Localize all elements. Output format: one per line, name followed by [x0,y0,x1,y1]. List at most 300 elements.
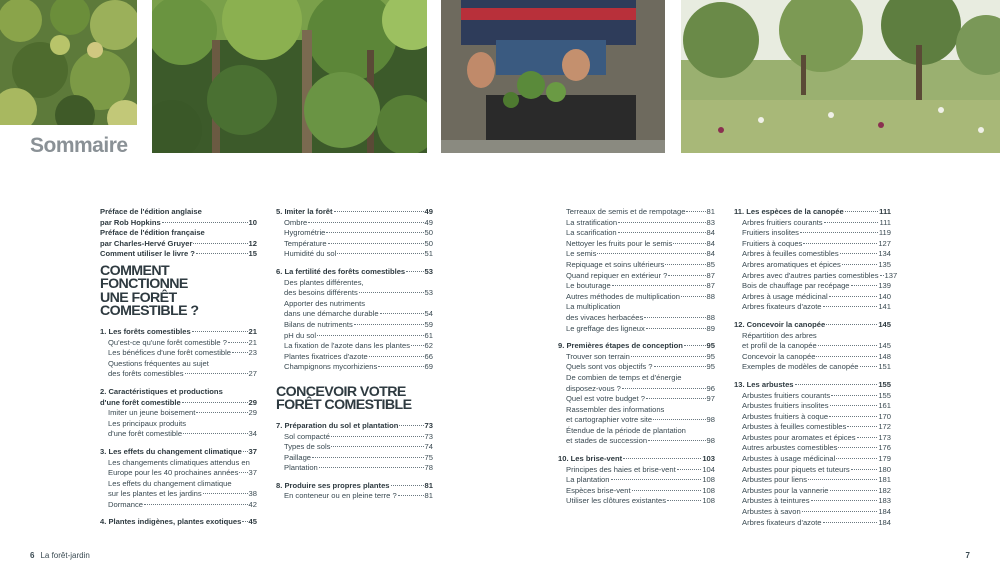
toc-entry-title: La stratification [566,217,618,227]
toc-page-number: 50 [424,238,433,248]
toc-entries [100,327,257,528]
toc-page-number: 95 [706,351,715,361]
toc-chapter-entry [100,239,257,250]
dot-leader [631,356,706,357]
toc-part-heading-1 [100,262,257,320]
toc-entry-title: et cartographier votre site [566,415,653,425]
toc-entry-line: Les principaux produits [108,418,187,428]
toc-entry-line: De combien de temps et d'énergie [566,372,682,382]
toc-spacer [100,380,257,387]
toc-entry [734,465,891,476]
toc-page-number: 62 [424,341,433,351]
toc-entry-title: disposez-vous ? [566,383,621,393]
toc-column-2 [276,207,433,502]
toc-page-number: 37 [248,468,257,478]
toc-entry-title: 13. Les arbustes [734,379,794,389]
toc-page-number: 108 [702,485,715,495]
toc-entry-title: Arbustes fruitiers courants [742,390,831,400]
toc-page-number: 155 [878,390,891,400]
toc-entry-title: 11. Les espèces de la canopée [734,207,844,216]
dot-leader [326,232,423,233]
dot-leader [684,345,706,346]
toc-entries [558,207,715,507]
dot-leader [331,436,424,437]
toc-page-number: 111 [879,207,891,216]
dot-leader [312,457,424,458]
dot-leader [182,402,248,403]
toc-page-number: 21 [248,326,257,336]
toc-page-number: 81 [706,207,715,216]
toc-page-number: 111 [879,217,891,227]
toc-page-number: 89 [706,323,715,333]
toc-page-number: 95 [706,341,715,351]
toc-entry [558,496,715,507]
toc-page-number: 59 [424,319,433,329]
dot-leader [826,324,877,325]
toc-entry [276,218,433,229]
dot-leader [836,458,877,459]
photo-garden-foliage [0,0,137,125]
toc-entry-title: Espèces brise-vent [566,485,631,495]
part-heading-line: UNE FORÊT COMESTIBLE ? [100,289,199,320]
dot-leader [830,490,878,491]
toc-entry-title: Arbres fixateurs d'azote [742,302,822,312]
toc-page-number: 83 [706,217,715,227]
toc-chapter-entry [734,320,891,331]
toc-entry [734,249,891,260]
toc-entry-line: Les effets du changement climatique [108,478,232,488]
toc-page-number: 85 [706,259,715,269]
toc-entry [558,362,715,373]
toc-page-number: 148 [878,351,891,361]
toc-entry [276,453,433,464]
toc-entry [734,454,891,465]
toc-entry [276,239,433,250]
toc-page-number: 66 [424,351,433,361]
dot-leader [847,426,877,427]
toc-entry [734,518,891,529]
toc-entry [276,331,433,342]
dot-leader [359,292,424,293]
toc-entry [734,260,891,271]
dot-leader [337,253,423,254]
toc-entry-title: 3. Les effets du changement climatique [100,446,242,456]
dot-leader [654,366,706,367]
toc-page-number: 87 [706,270,715,280]
toc-entry-title: Fruitiers insolites [742,228,799,238]
toc-entry [734,412,891,423]
toc-entry [100,408,257,419]
toc-page-number: 27 [248,369,257,379]
dot-leader [328,243,424,244]
toc-page-number: 98 [706,415,715,425]
toc-page-number: 69 [424,362,433,372]
toc-entry-line: Étendue de la période de plantation [566,425,686,435]
photo-orchard-meadow [681,0,1000,153]
toc-chapter-entry [558,341,715,352]
dot-leader [646,398,706,399]
dot-leader [203,493,248,494]
toc-entry [734,292,891,303]
toc-entry-title: La fixation de l'azote dans les plantes [284,341,410,351]
toc-page-number: 73 [424,431,433,441]
toc-chapter-entry [276,207,433,218]
toc-entry-title: 8. Produire ses propres plantes [276,480,390,490]
dot-leader [331,446,423,447]
toc-entry-title: des forêts comestibles [108,369,184,379]
toc-entry [734,401,891,412]
toc-entry [558,394,715,405]
dot-leader [668,275,705,276]
toc-page-number: 95 [706,362,715,372]
toc-entry-title: sur les plantes et les jardins [108,489,202,499]
toc-entry-line: La multiplication [566,302,621,312]
toc-entry [558,207,715,218]
dot-leader [239,472,247,473]
toc-chapter-entry [558,454,715,465]
dot-leader [196,412,247,413]
toc-entry-title: dans une démarche durable [284,309,379,319]
toc-entry-title: Arbustes à savon [742,507,801,517]
dot-leader [618,232,706,233]
toc-page-number: 137 [884,270,898,280]
toc-chapter-entry [276,481,433,492]
dot-leader [818,345,878,346]
toc-entry [276,352,433,363]
toc-page-number: 88 [706,312,715,322]
toc-entry [558,475,715,486]
toc-entry-line: Apporter des nutriments [284,298,366,308]
toc-entry-title: La plantation [566,475,610,485]
dot-leader [644,317,705,318]
dot-leader [802,511,878,512]
dot-leader [795,384,878,385]
toc-column-3 [558,207,715,507]
dot-leader [823,306,878,307]
toc-page-number: 74 [424,442,433,452]
toc-entry-title: par Charles-Hervé Gruyer [100,238,193,248]
toc-page-number: 15 [248,249,257,259]
toc-entry-title: Arbres à usage médicinal [742,291,828,301]
toc-entry-title: La scarification [566,228,617,238]
toc-entry [558,239,715,250]
toc-entry-title: Arbustes fruitiers insolites [742,401,829,411]
toc-entry [558,281,715,292]
toc-entry [734,475,891,486]
toc-page-number: 184 [878,517,891,527]
toc-page-number: 96 [706,383,715,393]
dot-leader [183,433,247,434]
toc-entry [276,491,433,502]
toc-entry [558,260,715,271]
toc-entry [558,486,715,497]
book-title: La forêt-jardin [40,551,90,560]
toc-page-number: 161 [878,401,891,411]
toc-entry [734,302,891,313]
toc-page-number: 37 [248,446,257,456]
dot-leader [144,504,248,505]
part-heading-line: FORÊT COMESTIBLE [276,397,412,414]
toc-page-number: 73 [424,420,433,430]
toc-page-number: 54 [424,309,433,319]
toc-entry-title: Arbres aromatiques et épices [742,259,841,269]
toc-entry-title: Arbres à feuilles comestibles [742,249,839,259]
toc-entry-title: Arbustes pour liens [742,475,808,485]
toc-entry [100,369,257,380]
dot-leader [648,440,705,441]
toc-entry-title: Sol compacté [284,431,331,441]
dot-leader [811,500,878,501]
dot-leader [378,366,423,367]
toc-entry [276,341,433,352]
dot-leader [681,296,706,297]
dot-leader [597,253,705,254]
toc-entry [734,496,891,507]
dot-leader [623,458,701,459]
toc-entry-title: Repiquage et soins ultérieurs [566,259,665,269]
toc-entry [276,309,433,320]
dot-leader [686,211,705,212]
toc-page-number: 135 [878,259,891,269]
dot-leader [622,388,706,389]
toc-entry-title: et stades de succession [566,436,648,446]
dot-leader [185,373,248,374]
toc-entry [276,228,433,239]
dot-leader [399,425,423,426]
toc-page-number: 29 [248,397,257,407]
toc-page-number: 183 [878,496,891,506]
toc-entry-title: Température [284,238,327,248]
toc-page-number: 140 [878,291,891,301]
dot-leader [618,222,705,223]
toc-column-1 [100,207,257,528]
dot-leader [831,395,877,396]
toc-page-number: 88 [706,291,715,301]
toc-entry-title: Autres méthodes de multiplication [566,291,680,301]
toc-page-number: 50 [424,228,433,238]
toc-entry [276,463,433,474]
toc-part-heading-2 [276,383,433,414]
toc-entry [276,362,433,373]
toc-chapter-entry [100,398,257,409]
toc-entry [734,443,891,454]
toc-page-number: 104 [702,464,715,474]
toc-page-number: 75 [424,452,433,462]
toc-page-number: 145 [878,341,891,351]
toc-entry-title: Imiter un jeune boisement [108,408,196,418]
toc-page-number: 38 [248,489,257,499]
dot-leader [677,469,702,470]
dot-leader [808,479,877,480]
toc-entry-title: Terreaux de semis et de rempotage [566,207,686,216]
toc-page-number: 179 [878,454,891,464]
toc-entry [558,249,715,260]
dot-leader [829,296,878,297]
toc-entry [558,415,715,426]
toc-entry-title: d'une forêt comestible [108,429,183,439]
toc-page-number: 173 [878,432,891,442]
toc-entry-title: 6. La fertilité des forêts comestibles [276,266,406,276]
toc-spacer [276,474,433,481]
toc-entry [558,313,715,324]
toc-entry-title: Plantes fixatrices d'azote [284,351,368,361]
toc-chapter-entry [734,207,891,218]
toc-page-number: 29 [248,408,257,418]
dot-leader [653,419,705,420]
toc-entry-title: Plantation [284,463,318,473]
toc-entry [734,433,891,444]
toc-entry-title: Qu'est-ce qu'une forêt comestible ? [108,337,227,347]
toc-entry [276,432,433,443]
dot-leader [632,490,702,491]
toc-page-number: 108 [702,496,715,506]
toc-page-number: 141 [878,302,891,312]
toc-chapter-entry [100,218,257,229]
page-number: 6 [30,551,35,560]
toc-entry-title: Arbustes pour piquets et tuteurs [742,464,850,474]
dot-leader [319,467,424,468]
toc-page-number: 81 [424,480,433,490]
toc-entry-title: Arbustes à teintures [742,496,810,506]
toc-entry-title: Arbustes à feuilles comestibles [742,422,847,432]
toc-chapter-entry [100,249,257,260]
dot-leader [803,243,877,244]
toc-entry [100,468,257,479]
toc-entry-title: 1. Les forêts comestibles [100,326,191,336]
part-heading-line: COMMENT FONCTIONNE [100,262,188,293]
toc-page-number: 170 [878,411,891,421]
toc-page-number: 182 [878,485,891,495]
dot-leader [667,500,701,501]
toc-page-number: 172 [878,422,891,432]
toc-entry [734,507,891,518]
dot-leader [851,285,878,286]
toc-page-number: 119 [878,228,891,238]
toc-page-number: 34 [248,429,257,439]
toc-entry [558,292,715,303]
footer-left [30,551,90,560]
toc-entry-line: Les changements climatiques attendus en [108,457,250,467]
page-number: 7 [965,551,970,560]
toc-page-number: 145 [878,319,891,329]
toc-entry [276,320,433,331]
toc-entry-line: 2. Caractéristiques et productions [100,386,223,396]
toc-entry-title: Arbres fruitiers courants [742,217,823,227]
toc-entry [734,341,891,352]
toc-entry [276,288,433,299]
toc-entry-title: Trouver son terrain [566,351,630,361]
toc-page-number: 10 [248,217,257,227]
toc-page-number: 21 [248,337,257,347]
toc-entry [100,429,257,440]
toc-entry-line: Préface de l'édition française [100,228,205,238]
toc-entry-title: Types de sols [284,442,331,452]
toc-entry-title: par Rob Hopkins [100,217,161,227]
toc-page-number: 98 [706,436,715,446]
toc-entry-title: Quand repiquer en extérieur ? [566,270,668,280]
toc-entry [558,436,715,447]
toc-entry-title: 10. Les brise-vent [558,454,623,464]
toc-page-number: 53 [424,266,433,276]
dot-leader [823,522,878,523]
toc-page-number: 12 [248,238,257,248]
toc-page-number: 103 [702,454,715,464]
toc-entry [734,422,891,433]
toc-entry-title: Utiliser les clôtures existantes [566,496,667,506]
toc-entry-title: Dormance [108,499,144,509]
toc-entry-line: Questions fréquentes au sujet [108,358,209,368]
toc-entry-line: Répartition des arbres [742,330,817,340]
dot-leader [646,328,706,329]
toc-page-number: 84 [706,238,715,248]
toc-entry-title: 4. Plantes indigènes, plantes exotiques [100,517,242,527]
toc-page-number: 97 [706,394,715,404]
toc-page-number: 61 [424,330,433,340]
dot-leader [317,335,423,336]
toc-entry-title: Bilans de nutriments [284,319,353,329]
dot-leader [830,405,878,406]
toc-spacer [276,260,433,267]
toc-entry [558,384,715,395]
toc-page-number: 81 [424,491,433,501]
toc-entry-title: Arbustes pour aromates et épices [742,432,856,442]
toc-chapter-entry [100,327,257,338]
toc-entry [734,362,891,373]
toc-page-number: 84 [706,249,715,259]
toc-entry [100,348,257,359]
toc-page-number: 139 [878,281,891,291]
toc-entry-title: Exemples de modèles de canopée [742,362,859,372]
dot-leader [880,275,884,276]
dot-leader [369,356,424,357]
toc-entry-title: En conteneur ou en pleine terre ? [284,491,397,501]
toc-entry-line: Préface de l'édition anglaise [100,207,202,216]
toc-chapter-entry [276,267,433,278]
photo-forest-trees [152,0,427,153]
toc-entry [100,338,257,349]
toc-entry-title: Concevoir la canopée [742,351,816,361]
toc-entry-title: Autres arbustes comestibles [742,443,838,453]
toc-column-4 [734,207,898,528]
toc-entry-title: pH du sol [284,330,317,340]
toc-entry-title: Arbres fixateurs d'azote [742,517,822,527]
toc-entry [734,270,898,282]
toc-entry-title: 5. Imiter la forêt [276,207,333,216]
toc-entries [276,207,433,373]
dot-leader [196,253,248,254]
toc-chapter-entry [276,421,433,432]
dot-leader [398,495,424,496]
dot-leader [611,479,702,480]
dot-leader [406,271,423,272]
toc-entry [558,324,715,335]
dot-leader [851,469,878,470]
dot-leader [840,253,878,254]
toc-entry-title: Le greffage des ligneux [566,323,645,333]
toc-entry-title: Arbres avec d'autres parties comestibles [742,270,879,280]
toc-page-number: 45 [248,517,257,527]
toc-entry [734,281,891,292]
toc-entry-title: Hygrométrie [284,228,326,238]
toc-entry [734,228,891,239]
part-heading-line: CONCEVOIR VOTRE [276,383,406,400]
toc-entry [276,442,433,453]
toc-entry-title: 7. Préparation du sol et plantation [276,420,399,430]
toc-spacer [734,313,891,320]
dot-leader [829,416,877,417]
toc-entry [734,239,891,250]
toc-page-number: 181 [878,475,891,485]
